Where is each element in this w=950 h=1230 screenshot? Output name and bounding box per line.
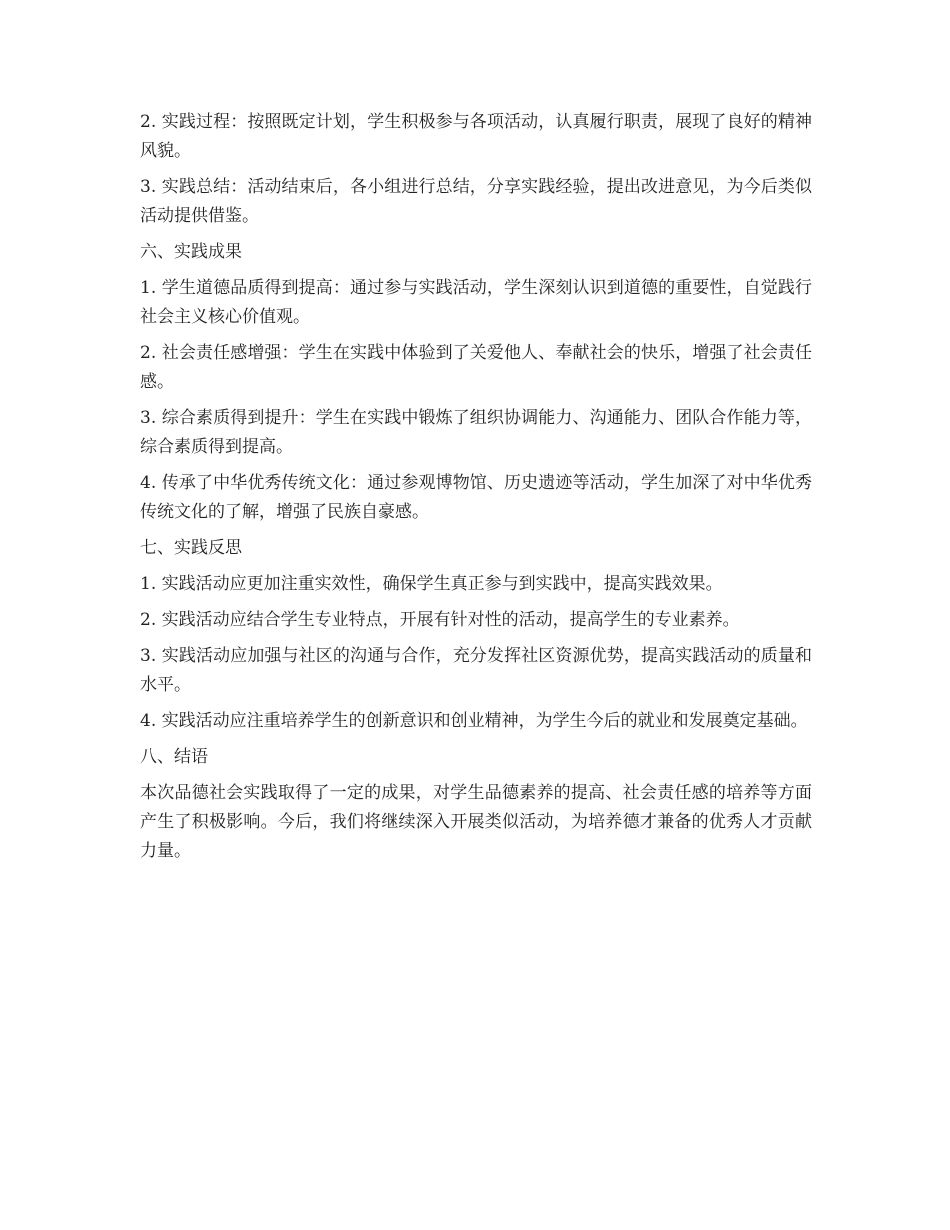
paragraph-reflection-major: 2. 实践活动应结合学生专业特点，开展有针对性的活动，提高学生的专业素养。 <box>140 610 740 630</box>
paragraph-result-morality: 1. 学生道德品质得到提高：通过参与实践活动，学生深刻认识到道德的重要性，自觉践行社会主义核心价值观。 <box>140 278 812 327</box>
section-heading-results: 六、实践成果 <box>140 242 242 262</box>
paragraph-result-responsibility: 2. 社会责任感增强：学生在实践中体验到了关爱他人、奉献社会的快乐，增强了社会责任感。 <box>140 343 812 392</box>
paragraph-practice-process: 2. 实践过程：按照既定计划，学生积极参与各项活动，认真履行职责，展现了良好的精神风貌。 <box>140 112 812 161</box>
document-page <box>140 108 812 873</box>
paragraph-practice-summary: 3. 实践总结：活动结束后，各小组进行总结，分享实践经验，提出改进意见，为今后类似活动提供借鉴。 <box>140 177 812 226</box>
paragraph-reflection-community: 3. 实践活动应加强与社区的沟通与合作，充分发挥社区资源优势，提高实践活动的质量和水平。 <box>140 646 812 695</box>
section-heading-conclusion: 八、结语 <box>140 747 208 767</box>
paragraph-reflection-effectiveness: 1. 实践活动应更加注重实效性，确保学生真正参与到实践中，提高实践效果。 <box>140 574 723 594</box>
paragraph-result-quality: 3. 综合素质得到提升：学生在实践中锻炼了组织协调能力、沟通能力、团队合作能力等，综合素质得到提高。 <box>140 408 812 457</box>
paragraph-reflection-innovation: 4. 实践活动应注重培养学生的创新意识和创业精神，为学生今后的就业和发展奠定基础。 <box>140 711 808 731</box>
paragraph-conclusion: 本次品德社会实践取得了一定的成果，对学生品德素养的提高、社会责任感的培养等方面产生了积极影响。今后，我们将继续深入开展类似活动，为培养德才兼备的优秀人才贡献力量。 <box>140 783 812 861</box>
section-heading-reflection: 七、实践反思 <box>140 538 242 558</box>
paragraph-result-culture: 4. 传承了中华优秀传统文化：通过参观博物馆、历史遗迹等活动，学生加深了对中华优秀传统文化的了解，增强了民族自豪感。 <box>140 473 812 522</box>
